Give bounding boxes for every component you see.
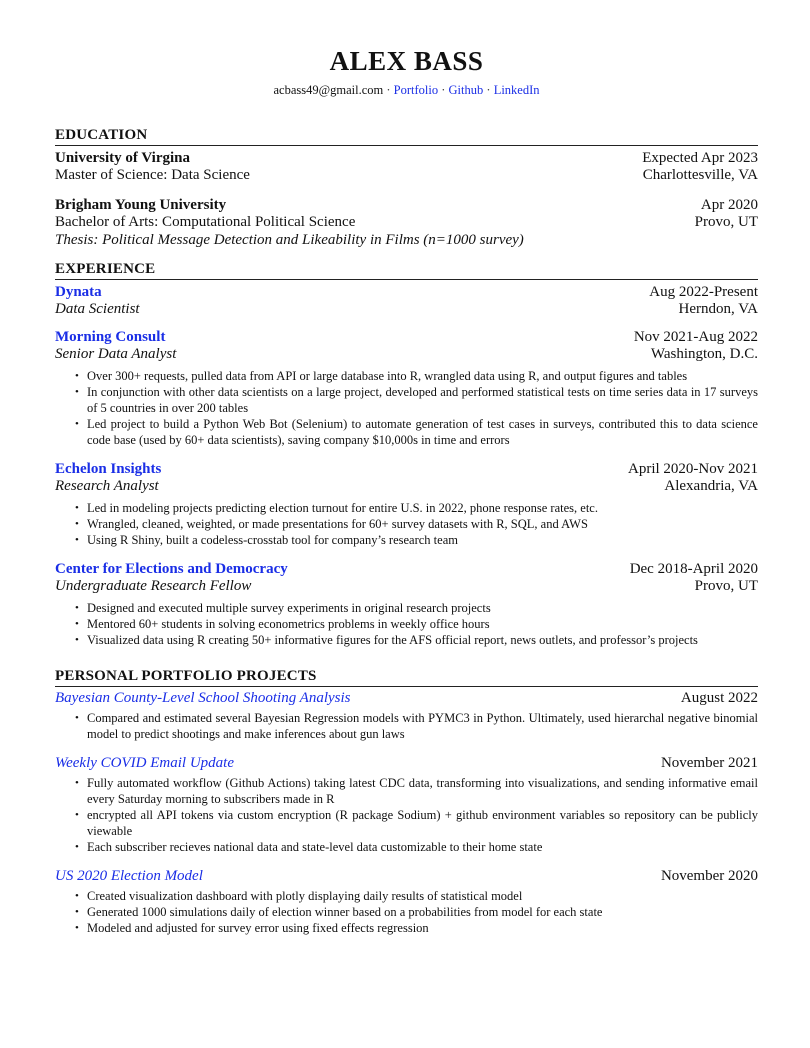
- bullet-item: • Designed and executed multiple survey experiments in original research projects: [87, 600, 758, 616]
- job-title: Research Analyst: [55, 478, 159, 494]
- job-title: Data Scientist: [55, 301, 140, 317]
- thesis: Thesis: Political Message Detection and Likeability in Films (n=1000 survey): [55, 232, 524, 248]
- bullet-list: [55, 888, 758, 936]
- bullet-item: • Mentored 60+ students in solving econometrics problems in weekly office hours: [87, 616, 758, 632]
- github-link[interactable]: Github: [448, 83, 484, 97]
- entry-location: Herndon, VA: [678, 301, 758, 317]
- project-name: Weekly COVID Email Update: [55, 755, 234, 771]
- employer-name: Dynata: [55, 284, 102, 300]
- bullet-item: • Fully automated workflow (Github Actions) taking latest CDC data, transforming into visualizations, and sending informative email every Saturday morning to subscribers made in R: [87, 775, 758, 807]
- bullet-list: [55, 710, 758, 742]
- separator: ·: [441, 83, 446, 97]
- project-name: Bayesian County-Level School Shooting Analysis: [55, 690, 351, 706]
- section-title-experience: EXPERIENCE: [55, 260, 758, 280]
- bullet-item: • Led project to build a Python Web Bot (Selenium) to automate generation of test cases in surveys, contributed this to data science code base (used by 60+ data scientists), saving company $10,000s in time and errors: [87, 416, 758, 448]
- section-title-projects: PERSONAL PORTFOLIO PROJECTS: [55, 667, 758, 687]
- entry-date: Dec 2018-April 2020: [629, 561, 758, 577]
- bullet-item: • Modeled and adjusted for survey error using fixed effects regression: [87, 920, 758, 936]
- entry-date: April 2020-Nov 2021: [628, 461, 758, 477]
- bullet-list: [55, 368, 758, 448]
- project-entry: [55, 867, 758, 936]
- entry-date: Apr 2020: [700, 197, 758, 213]
- entry-location: Charlottesville, VA: [642, 167, 758, 183]
- candidate-name: ALEX BASS: [329, 46, 484, 76]
- bullet-item: • Using R Shiny, built a codeless-crosstab tool for company’s research team: [87, 532, 758, 548]
- degree: Bachelor of Arts: Computational Political Science: [55, 214, 356, 230]
- job-title: Undergraduate Research Fellow: [55, 578, 252, 594]
- section-title-education: EDUCATION: [55, 126, 758, 146]
- entry-location: Washington, D.C.: [650, 346, 758, 362]
- portfolio-link[interactable]: Portfolio: [393, 83, 439, 97]
- projects-section: [55, 667, 758, 936]
- bullet-item: • Created visualization dashboard with plotly displaying daily results of statistical model: [87, 888, 758, 904]
- school-name: University of Virgina: [55, 150, 190, 166]
- entry-date: November 2021: [660, 755, 758, 771]
- project-entry: [55, 689, 758, 742]
- bullet-item: • Compared and estimated several Bayesian Regression models with PYMC3 in Python. Ultimately, used hierarchal negative binomial model to predict shootings and make inferences about gun laws: [87, 710, 758, 742]
- linkedin-link[interactable]: LinkedIn: [493, 83, 540, 97]
- email-text: acbass49@gmail.com: [273, 83, 384, 97]
- experience-entry: [55, 283, 758, 318]
- bullet-item: • Each subscriber recieves national data and state-level data customizable to their home state: [87, 839, 758, 855]
- bullet-list: [55, 775, 758, 855]
- entry-date: November 2020: [660, 868, 758, 884]
- education-entry: [55, 196, 758, 249]
- bullet-item: • Visualized data using R creating 50+ informative figures for the AFS official report, news outlets, and professor’s projects: [87, 632, 758, 648]
- job-title: Senior Data Analyst: [55, 346, 177, 362]
- project-name: US 2020 Election Model: [55, 868, 203, 884]
- entry-date: Nov 2021-Aug 2022: [633, 329, 758, 345]
- entry-location: Alexandria, VA: [664, 478, 758, 494]
- project-entry: [55, 754, 758, 855]
- bullet-list: [55, 600, 758, 648]
- entry-date: Aug 2022-Present: [649, 284, 758, 300]
- bullet-item: • Generated 1000 simulations daily of election winner based on a probabilities from model for each state: [87, 904, 758, 920]
- contact-line: [55, 82, 758, 98]
- entry-location: Provo, UT: [694, 578, 758, 594]
- separator: ·: [386, 83, 391, 97]
- education-entry: [55, 149, 758, 184]
- employer-name: Center for Elections and Democracy: [55, 561, 288, 577]
- bullet-list: [55, 500, 758, 548]
- entry-date: August 2022: [680, 690, 758, 706]
- entry-date: Expected Apr 2023: [642, 150, 758, 166]
- school-name: Brigham Young University: [55, 197, 227, 213]
- education-section: [55, 126, 758, 249]
- bullet-item: • Led in modeling projects predicting election turnout for entire U.S. in 2022, phone response rates, etc.: [87, 500, 758, 516]
- bullet-item: • Wrangled, cleaned, weighted, or made presentations for 60+ survey datasets with R, SQL, and AWS: [87, 516, 758, 532]
- separator: ·: [486, 83, 491, 97]
- bullet-item: • In conjunction with other data scientists on a large project, developed and performed statistical tests on time series data in 17 surveys of 5 countries in over 200 tables: [87, 384, 758, 416]
- bullet-item: • encrypted all API tokens via custom encryption (R package Sodium) + github environment variables so repository can be publicly viewable: [87, 807, 758, 839]
- employer-name: Echelon Insights: [55, 461, 162, 477]
- experience-section: [55, 260, 758, 648]
- bullet-item: • Over 300+ requests, pulled data from API or large database into R, wrangled data using R, and output figures and tables: [87, 368, 758, 384]
- entry-location: Provo, UT: [694, 214, 758, 230]
- degree: Master of Science: Data Science: [55, 167, 250, 183]
- employer-name: Morning Consult: [55, 329, 166, 345]
- experience-entry: [55, 560, 758, 648]
- experience-entry: [55, 460, 758, 548]
- resume-page: [55, 44, 758, 936]
- experience-entry: [55, 328, 758, 448]
